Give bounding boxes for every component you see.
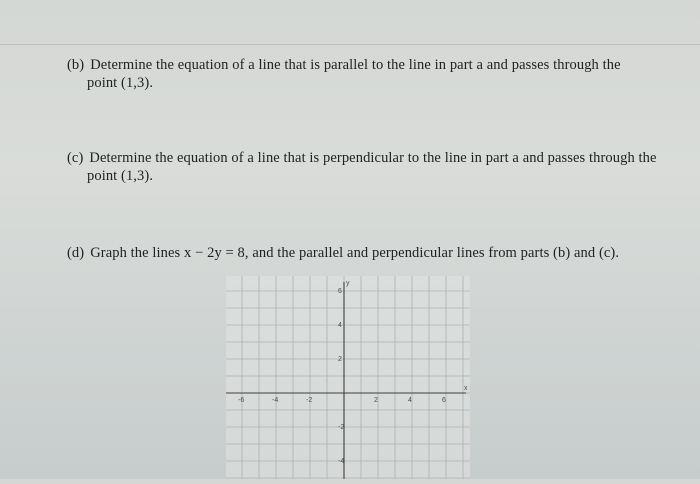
y-tick-label: -4 (338, 458, 345, 465)
question-c-text-line2: point (1,3). (87, 168, 154, 184)
x-tick-label: -2 (306, 397, 313, 404)
question-b-text-line1: Determine the equation of a line that is parallel to the line in part a and passes through the (90, 57, 621, 73)
question-c-text-line1: Determine the equation of a line that is perpendicular to the line in part a and passes through the (89, 150, 657, 166)
question-d (67, 244, 667, 262)
x-tick-label: 4 (408, 397, 412, 404)
question-d-label: (d) (67, 245, 85, 261)
x-tick-label: -4 (272, 397, 279, 404)
question-d-text: Graph the lines x − 2y = 8, and the parallel and perpendicular lines from parts (b) and (c). (90, 245, 620, 261)
coordinate-grid-svg (226, 276, 470, 479)
y-tick-label: 2 (338, 356, 342, 363)
question-c (67, 149, 667, 185)
question-b-text-line2: point (1,3). (87, 75, 154, 91)
x-tick-label: 2 (374, 397, 378, 404)
question-b (67, 56, 667, 92)
coordinate-grid (226, 276, 470, 484)
y-tick-label: -2 (338, 424, 345, 431)
x-tick-label: -6 (238, 397, 245, 404)
y-tick-label: 6 (338, 288, 342, 295)
ruled-line (0, 44, 700, 45)
question-c-label: (c) (67, 150, 84, 166)
y-tick-label: 4 (338, 322, 342, 329)
x-axis-label: x (464, 385, 468, 392)
y-axis-label: y (346, 280, 350, 287)
grid-lines (226, 276, 470, 479)
grid-background (226, 276, 470, 479)
question-b-label: (b) (67, 57, 85, 73)
x-tick-label: 6 (442, 397, 446, 404)
